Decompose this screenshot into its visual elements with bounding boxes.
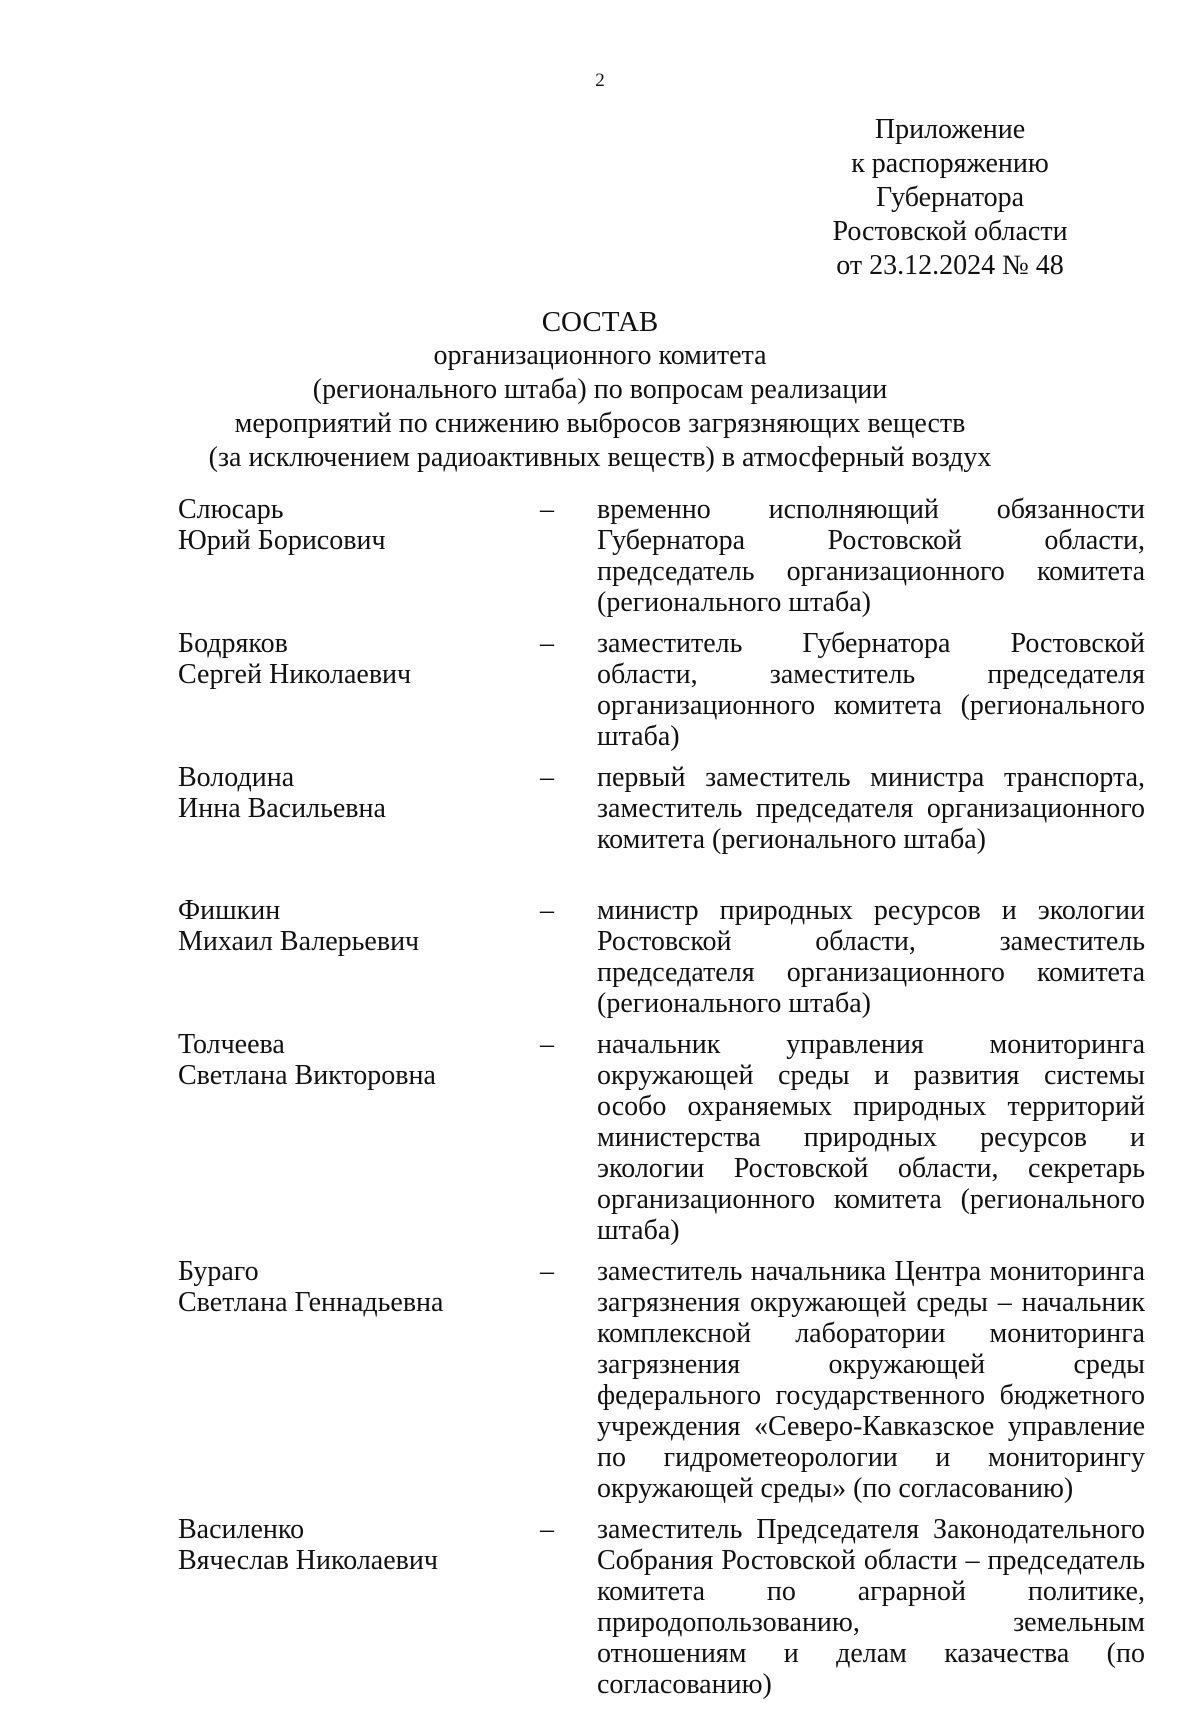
document-title	[180, 305, 1020, 475]
member-name	[178, 762, 538, 824]
member-given-name: Михаил Валерьевич	[178, 926, 420, 957]
member-row	[178, 1029, 1143, 1246]
title-line: мероприятий по снижению выбросов загрязняющих веществ	[234, 408, 966, 439]
member-surname: Бураго	[178, 1256, 259, 1287]
page-number: 2	[595, 70, 605, 91]
member-name	[178, 1514, 538, 1576]
member-row	[178, 1514, 1143, 1700]
member-surname: Фишкин	[178, 895, 281, 926]
member-given-name: Юрий Борисович	[178, 525, 386, 556]
member-given-name: Светлана Геннадьевна	[178, 1287, 444, 1318]
member-role: заместитель Председателя Законодательного Собрания Ростовской области – председатель комитета по аграрной политике, природопользованию, земельным отношениям и делам казачества (по согласованию)	[597, 1514, 1145, 1700]
member-role: министр природных ресурсов и экологии Ростовской области, заместитель председателя организационного комитета (регионального штаба)	[597, 895, 1145, 1019]
member-given-name: Вячеслав Николаевич	[178, 1545, 438, 1576]
appendix-line: Приложение	[874, 114, 1026, 145]
member-surname: Володина	[178, 762, 295, 793]
member-role: временно исполняющий обязанности Губернатора Ростовской области, председатель организационного комитета (регионального штаба)	[597, 494, 1145, 618]
member-row	[178, 494, 1143, 618]
member-dash: –	[540, 494, 554, 525]
appendix-reference	[820, 113, 1080, 283]
member-row	[178, 762, 1143, 855]
member-dash: –	[540, 762, 554, 793]
appendix-line: от 23.12.2024 № 48	[836, 250, 1064, 281]
title-line: (за исключением радиоактивных веществ) в атмосферный воздух	[208, 442, 992, 473]
member-surname: Бодряков	[178, 628, 288, 659]
appendix-line: Губернатора	[875, 182, 1025, 213]
member-dash: –	[540, 1514, 554, 1545]
title-line: (регионального штаба) по вопросам реализации	[312, 374, 888, 405]
member-surname: Слюсарь	[178, 494, 284, 525]
appendix-line: к распоряжению	[851, 148, 1049, 179]
member-name	[178, 1256, 538, 1318]
member-name	[178, 628, 538, 690]
member-given-name: Светлана Викторовна	[178, 1060, 436, 1091]
appendix-line: Ростовской области	[832, 216, 1068, 247]
member-given-name: Инна Васильевна	[178, 793, 386, 824]
member-surname: Толчеева	[178, 1029, 285, 1060]
member-role: заместитель Губернатора Ростовской области, заместитель председателя организационного комитета (регионального штаба)	[597, 628, 1145, 752]
member-dash: –	[540, 628, 554, 659]
member-role: заместитель начальника Центра мониторинга загрязнения окружающей среды – начальник комплексной лаборатории мониторинга загрязнения окружающей среды федерального государственного бюджетного учреждения «Северо-Кавказское управление по гидрометеорологии и мониторингу окружающей среды» (по согласованию)	[597, 1256, 1145, 1504]
member-dash: –	[540, 1029, 554, 1060]
member-name	[178, 895, 538, 957]
member-name	[178, 494, 538, 556]
member-row	[178, 895, 1143, 1019]
member-row	[178, 1256, 1143, 1504]
member-role: начальник управления мониторинга окружающей среды и развития системы особо охраняемых природных территорий министерства природных ресурсов и экологии Ростовской области, секретарь организационного комитета (регионального штаба)	[597, 1029, 1145, 1246]
title-heading: СОСТАВ	[541, 306, 659, 338]
member-row	[178, 628, 1143, 752]
member-given-name: Сергей Николаевич	[178, 659, 412, 690]
member-surname: Василенко	[178, 1514, 305, 1545]
member-name	[178, 1029, 538, 1091]
member-dash: –	[540, 895, 554, 926]
title-line: организационного комитета	[433, 340, 767, 371]
committee-members-list	[178, 494, 1143, 1710]
member-dash: –	[540, 1256, 554, 1287]
member-role: первый заместитель министра транспорта, заместитель председателя организационного комитета (регионального штаба)	[597, 762, 1145, 855]
